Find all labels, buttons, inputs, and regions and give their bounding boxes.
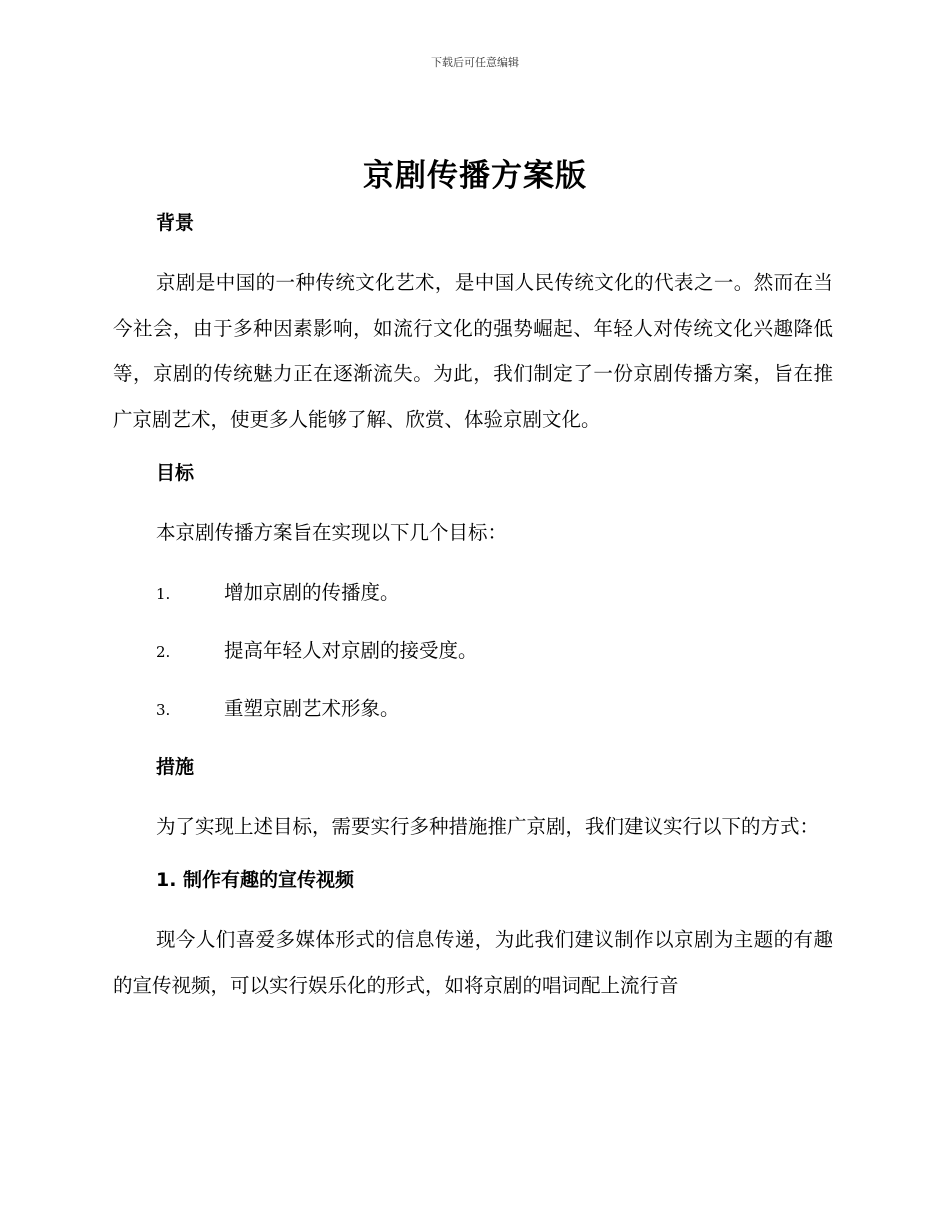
goals-intro: 本京剧传播方案旨在实现以下几个目标：	[156, 521, 508, 544]
list-item-text: 增加京剧的传播度。	[224, 580, 400, 604]
header-note: 下载后可任意编辑	[431, 56, 519, 69]
document-title: 京剧传播方案版	[363, 158, 587, 194]
list-item	[113, 574, 833, 613]
section-heading-background: 背景	[156, 212, 195, 234]
subsection-heading-video: 1. 制作有趣的宣传视频	[156, 869, 355, 891]
list-item-number: 3.	[156, 700, 171, 719]
document-body	[113, 204, 833, 1020]
list-item	[113, 632, 833, 671]
list-item-text: 重塑京剧艺术形象。	[224, 696, 400, 720]
section-heading-measures: 措施	[156, 755, 195, 778]
measures-intro: 为了实现上述目标，需要实行多种措施推广京剧，我们建议实行以下的方式：	[156, 814, 820, 838]
list-item	[113, 690, 833, 729]
section-goals	[113, 454, 833, 729]
background-paragraph: 京剧是中国的一种传统文化艺术，是中国人民传统文化的代表之一。然而在当今社会，由于多种因素影响，如流行文化的强势崛起、年轻人对传统文化兴趣降低等，京剧的传统魅力正在逐渐流失。为此，我们制定了一份京剧传播方案，旨在推广京剧艺术，使更多人能够了解、欣赏、体验京剧文化。	[113, 271, 833, 431]
video-paragraph: 现今人们喜爱多媒体形式的信息传递，为此我们建议制作以京剧为主题的有趣的宣传视频，可以实行娱乐化的形式，如将京剧的唱词配上流行音	[113, 928, 833, 997]
section-background	[113, 204, 833, 442]
list-item-number: 1.	[156, 584, 171, 603]
section-measures	[113, 748, 833, 1009]
section-heading-goals: 目标	[156, 462, 195, 484]
list-item-text: 提高年轻人对京剧的接受度。	[224, 638, 478, 662]
list-item-number: 2.	[156, 642, 171, 661]
